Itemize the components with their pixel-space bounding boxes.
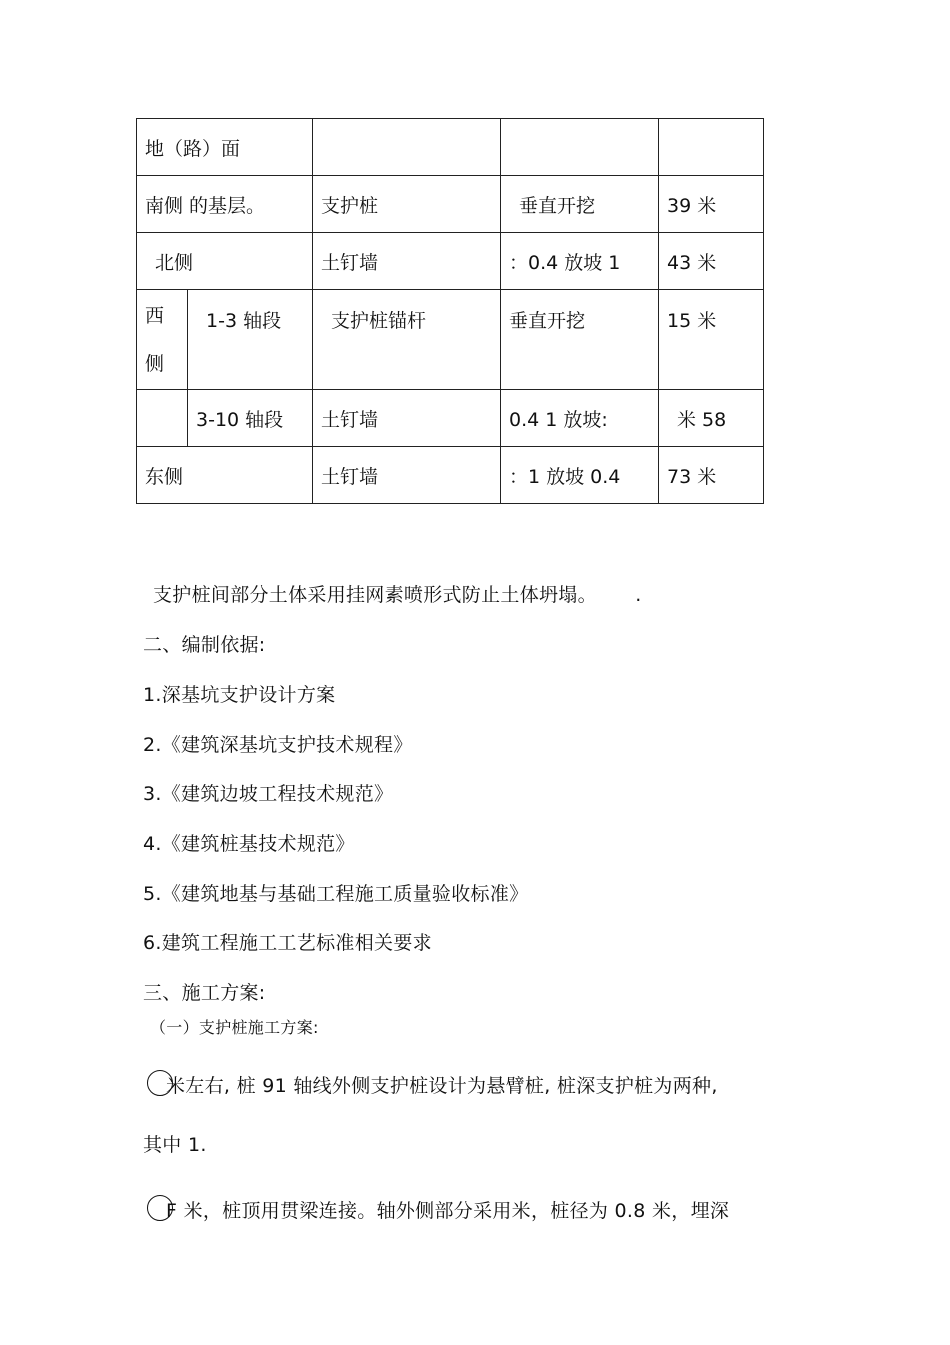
table-cell: ：1 放坡 0.4 (501, 447, 659, 504)
table-cell: 3-10 轴段 (188, 390, 313, 447)
paragraph-dot: . (635, 584, 642, 606)
table-cell: 15 米 (659, 290, 764, 390)
table-cell: 43 米 (659, 233, 764, 290)
table-cell (137, 390, 188, 447)
table-row (137, 119, 764, 176)
body-line: F 米，桩顶用贯梁连接。轴外侧部分采用米，桩径为 0.8 米，埋深 (166, 1200, 730, 1222)
table-cell: 垂直开挖 (501, 176, 659, 233)
table-cell: 0.4 1 放坡: (501, 390, 659, 447)
list-item: 5.《建筑地基与基础工程施工质量验收标准》 (143, 883, 529, 905)
section-heading: 二、编制依据: (143, 634, 266, 656)
table-cell (659, 119, 764, 176)
table-cell (313, 119, 501, 176)
table-cell: 北侧 (137, 233, 313, 290)
table-cell: 南侧 的基层。 (137, 176, 313, 233)
paragraph-sentence: 支护桩间部分土体采用挂网素喷形式防止土体坍塌。 (153, 584, 597, 606)
list-item: 4.《建筑桩基技术规范》 (143, 833, 355, 855)
body-line: 米左右, 桩 91 轴线外侧支护桩设计为悬臂桩, 桩深支护桩为两种, (166, 1075, 718, 1097)
table-cell: 73 米 (659, 447, 764, 504)
table-row (137, 447, 764, 504)
table-cell (137, 290, 188, 390)
table-row (137, 176, 764, 233)
table-cell: 支护桩 (313, 176, 501, 233)
table-cell: 39 米 (659, 176, 764, 233)
table-cell: ：0.4 放坡 1 (501, 233, 659, 290)
section-heading: 三、施工方案: (143, 982, 266, 1004)
list-item: 3.《建筑边坡工程技术规范》 (143, 783, 394, 805)
table-cell: 米 58 (659, 390, 764, 447)
table-cell: 支护桩锚杆 (313, 290, 501, 390)
list-item: 1.深基坑支护设计方案 (143, 684, 336, 706)
paragraph-text (153, 580, 642, 607)
side-label: 西侧 (145, 305, 165, 375)
subsection-heading: （一）支护桩施工方案: (150, 1018, 319, 1037)
list-item: 2.《建筑深基坑支护技术规程》 (143, 734, 413, 756)
excavation-support-table (136, 118, 764, 504)
list-item: 6.建筑工程施工工艺标准相关要求 (143, 932, 432, 954)
table-cell: 地（路）面 (137, 119, 313, 176)
table-cell: 东侧 (137, 447, 313, 504)
table-row (137, 233, 764, 290)
table-row (137, 290, 764, 390)
table-cell: 1-3 轴段 (188, 290, 313, 390)
table-cell: 土钉墙 (313, 390, 501, 447)
table-row (137, 390, 764, 447)
table-cell: 土钉墙 (313, 233, 501, 290)
table-cell (501, 119, 659, 176)
table-cell: 土钉墙 (313, 447, 501, 504)
body-line: 其中 1. (143, 1134, 207, 1156)
table-cell: 垂直开挖 (501, 290, 659, 390)
